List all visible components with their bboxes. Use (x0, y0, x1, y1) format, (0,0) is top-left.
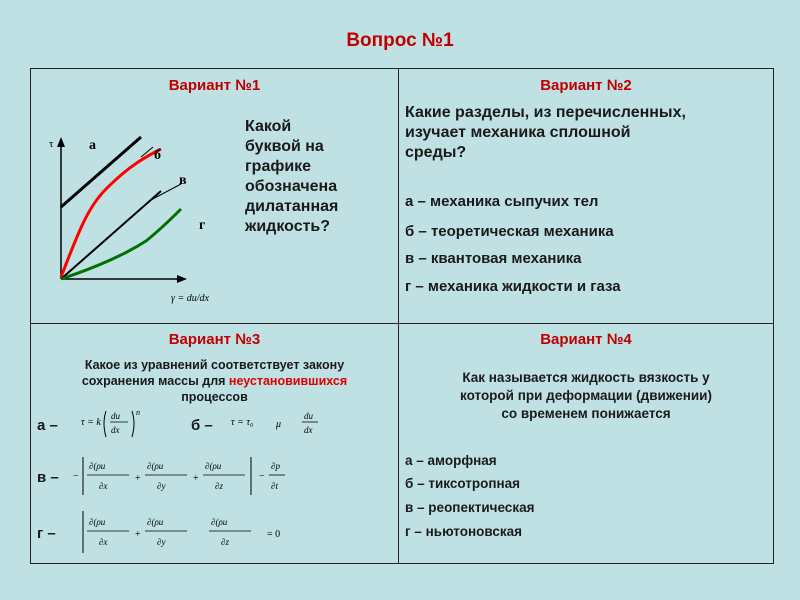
variant-2-question: Какие разделы, из перечисленных, изучает механика сплошной среды? (405, 104, 686, 161)
svg-text:∂z: ∂z (221, 537, 229, 547)
curve-g (61, 209, 181, 279)
equation-a (76, 405, 186, 441)
label-v: в (179, 173, 187, 188)
variant-1-question: Какой буквой на графике обозначена дилатанная жидкость? (245, 118, 339, 235)
svg-text:∂z: ∂z (215, 481, 223, 491)
variant-4-answer-d: г – ньютоновская (405, 524, 522, 539)
variant-2-answer-a: а – механика сыпучих тел (405, 193, 599, 210)
svg-text:−: − (259, 471, 265, 482)
equation-v (71, 455, 331, 499)
eq-label-g: г – (37, 525, 56, 542)
page-title: Вопрос №1 (346, 30, 454, 51)
eq-label-a: а – (37, 417, 58, 434)
svg-text:∂(ρu: ∂(ρu (147, 517, 164, 527)
variant-2-answer-d: г – механика жидкости и газа (405, 278, 621, 295)
svg-text:τ = τ₀: τ = τ₀ (231, 417, 254, 428)
variant-4-question: Как называется жидкость вязкость у которой при деформации (движении) со временем понижается (460, 370, 712, 421)
svg-text:dx: dx (304, 425, 313, 435)
variant-4-answer-b: б – тиксотропная (405, 476, 521, 491)
svg-text:∂t: ∂t (271, 481, 278, 491)
svg-text:∂(ρu: ∂(ρu (89, 461, 106, 471)
variant-4-answer-c: в – реопектическая (405, 500, 535, 515)
curve-v (61, 191, 161, 279)
curve-b (61, 149, 161, 277)
eq-label-v: в – (37, 469, 59, 486)
question-table (30, 68, 774, 564)
svg-text:∂(ρu: ∂(ρu (89, 517, 106, 527)
variant-2-answer-c: в – квантовая механика (405, 250, 582, 267)
highlight-unsteady: неустановившихся (228, 374, 348, 388)
svg-text:−: − (73, 471, 79, 482)
variant-4-title: Вариант №4 (540, 331, 632, 348)
table-divider-horizontal (31, 323, 773, 324)
svg-text:n: n (136, 408, 140, 417)
svg-text:du: du (111, 411, 120, 421)
svg-text:∂x: ∂x (99, 481, 108, 491)
label-b: б (154, 148, 161, 163)
svg-text:∂p: ∂p (271, 461, 280, 471)
rheology-graph (31, 129, 231, 309)
variant-2-title: Вариант №2 (540, 77, 632, 94)
eq-label-b: б – (191, 417, 213, 434)
svg-text:∂x: ∂x (99, 537, 108, 547)
x-axis-label: γ = du/dx (171, 293, 209, 304)
label-g: г (199, 218, 206, 233)
svg-text:+: + (135, 473, 141, 484)
svg-text:+: + (135, 529, 141, 540)
svg-text:∂(ρu: ∂(ρu (147, 461, 164, 471)
variant-3-question: Какое из уравнений соответствует закону сохранения массы для неустановившихся процессов (81, 358, 348, 404)
variant-1-title: Вариант №1 (168, 77, 261, 94)
svg-text:∂(ρu: ∂(ρu (205, 461, 222, 471)
label-a: а (89, 138, 96, 153)
variant-4-answer-a: а – аморфная (405, 453, 497, 468)
svg-text:∂y: ∂y (157, 481, 166, 491)
svg-text:τ = k: τ = k (81, 417, 101, 428)
equation-b (226, 405, 336, 441)
svg-text:du: du (304, 411, 313, 421)
svg-text:= 0: = 0 (267, 529, 281, 540)
table-divider-vertical (398, 69, 399, 563)
y-axis-label: τ (49, 138, 54, 150)
variant-2-answer-b: б – теоретическая механика (405, 223, 614, 240)
svg-text:∂y: ∂y (157, 537, 166, 547)
equation-g (71, 509, 331, 557)
svg-text:+: + (193, 473, 199, 484)
svg-text:dx: dx (111, 425, 120, 435)
variant-3-title: Вариант №3 (168, 331, 261, 348)
svg-text:μ: μ (276, 419, 282, 430)
svg-text:∂(ρu: ∂(ρu (211, 517, 228, 527)
